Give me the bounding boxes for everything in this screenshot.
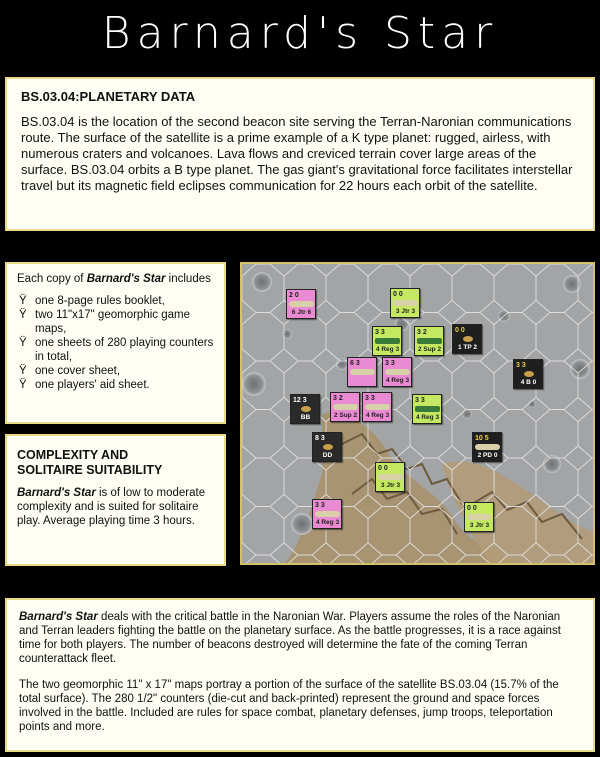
- unit-counter[interactable]: 3 3 4 Reg 3: [312, 499, 342, 529]
- list-item: Ÿ one cover sheet,: [19, 365, 121, 377]
- unit-counter[interactable]: 3 2 2 Sup 2: [414, 326, 444, 356]
- game-map-image: [240, 262, 595, 565]
- unit-counter[interactable]: 3 3 4 B 0: [513, 359, 543, 389]
- game-title: Barnard's Star: [101, 8, 499, 59]
- unit-counter[interactable]: 12 3 BB: [290, 394, 320, 424]
- complexity-body: Barnard's Star is of low to moderate complexity and is suited for solitaire play. Average playing time 3 hours.: [17, 487, 206, 527]
- list-item: Ÿ two 11"x17" geomorphic game maps,: [19, 309, 190, 335]
- planetary-data-body: BS.03.04 is the location of the second beacon site serving the Terran-Naronian communications route. The surface of the satellite is a prime example of a K type planet: rugged, airless, with numerous craters and volcanoes. Lava flows and creviced terrain cover large areas of the surface. BS.03.04 orbits a B type planet. The gas giant's gravitational force facilitates interstellar travel but its magnetic field eclipses communication for 22 hours each orbit of the satellite.: [21, 114, 573, 193]
- contents-panel: [5, 262, 226, 424]
- contents-intro: Each copy of Barnard's Star includes: [17, 273, 211, 285]
- unit-counter[interactable]: 3 3 4 Reg 3: [382, 357, 412, 387]
- unit-counter[interactable]: 8 3 DD: [312, 432, 342, 462]
- planetary-data-panel: [5, 77, 595, 231]
- list-item: Ÿ one sheets of 280 playing counters in total,: [19, 337, 214, 363]
- unit-counter[interactable]: 0 0 3 Jtr 3: [464, 502, 494, 532]
- complexity-panel: [5, 434, 226, 566]
- unit-counter[interactable]: 6 3: [347, 357, 377, 387]
- unit-counter[interactable]: 3 3 4 Reg 3: [372, 326, 402, 356]
- planetary-data-heading: BS.03.04:PLANETARY DATA: [21, 89, 196, 104]
- contents-list: [17, 294, 214, 392]
- unit-counter[interactable]: 2 0 6 Jtr 6: [286, 289, 316, 319]
- list-item: Ÿ one players' aid sheet.: [19, 379, 150, 391]
- unit-counter[interactable]: 3 3 4 Reg 3: [412, 394, 442, 424]
- description-panel: [5, 598, 595, 752]
- game-name: Barnard's Star: [86, 273, 166, 285]
- description-paragraph-2: The two geomorphic 11" x 17" maps portray a portion of the surface of the satellite BS.03.04 (15.7% of the total surface). The 280 1/2" counters (die-cut and back-printed) represent the ground and space forces involved in the battle. Included are rules for space combat, planetary defenses, jump troops, teleportation points and more.: [19, 679, 559, 733]
- description-paragraph-1: Barnard's Star deals with the critical battle in the Naronian War. Players assume the roles of the Naronian and Terran leaders fighting the battle on the planetary surface. As the battle progresses, it is a race against time for both players. The number of beacons destroyed will determine the fate of the coming Terran counterattack fleet.: [19, 611, 561, 665]
- unit-counter[interactable]: 0 0 3 Jtr 3: [390, 288, 420, 318]
- unit-counter[interactable]: 0 0 3 Jtr 3: [375, 462, 405, 492]
- list-item: Ÿ one 8-page rules booklet,: [19, 295, 165, 307]
- unit-counter[interactable]: 3 2 2 Sup 2: [330, 392, 360, 422]
- unit-counter[interactable]: 0 0 1 TP 2: [452, 324, 482, 354]
- complexity-heading: COMPLEXITY AND SOLITAIRE SUITABILITY: [17, 448, 163, 477]
- header-banner: [0, 0, 600, 72]
- unit-counter[interactable]: 3 3 4 Reg 3: [362, 392, 392, 422]
- unit-counter[interactable]: 10 5 2 PD 0: [472, 432, 502, 462]
